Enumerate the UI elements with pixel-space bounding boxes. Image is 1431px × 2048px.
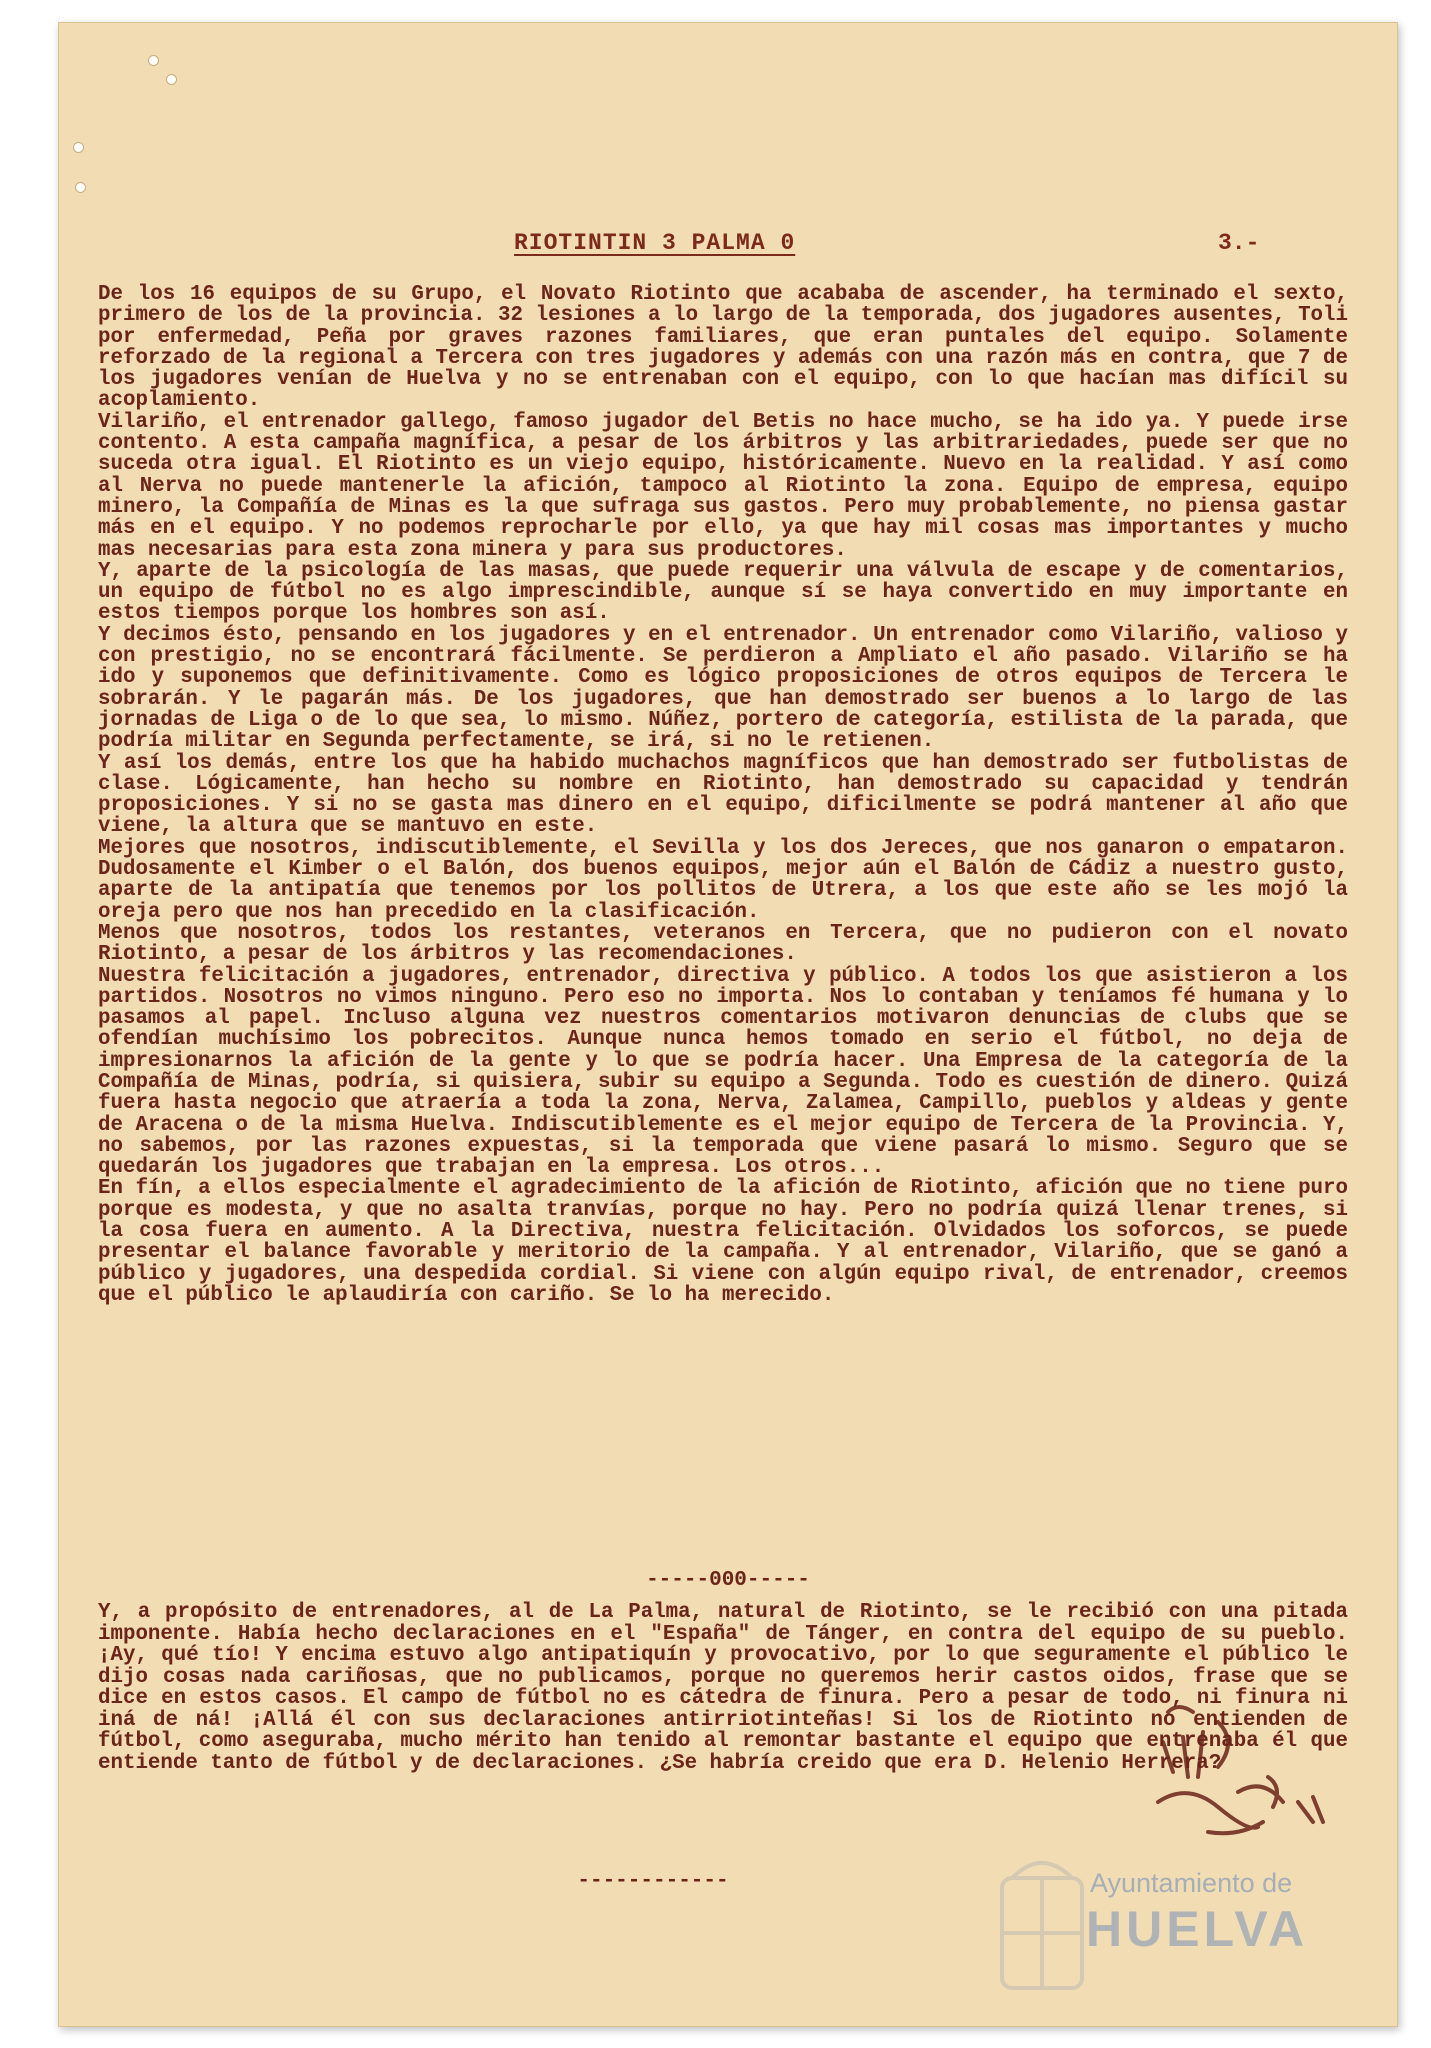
paragraph: En fín, a ellos especialmente el agradecimiento de la afición de Riotinto, afición que no tiene puro porque es modesta, y que no asalta tranvías, porque no hay. Pero no podría quizá llenar trenes, si la cosa fuera en aumento. A la Directiva, nuestra felicitación. Olvidados los soforcos, se puede presentar el balance favorable y meritorio de la campaña. Y al entrenador, Vilariño, que se ganó a público y jugadores, una despedida cordial. Si viene con algún equipo rival, de entrenador, creemos que el público le aplaudiría con cariño. Se lo ha merecido. [98, 1177, 1348, 1307]
paragraph: Y, aparte de la psicología de las masas, que puede requerir una válvula de escape y de comentarios, un equipo de fútbol no es algo imprescindible, aunque sí se haya convertido en muy importante en estos tiempos porque los hombres son así. [98, 559, 1348, 626]
closing-paragraph: Y, a propósito de entrenadores, al de La Palma, natural de Riotinto, se le recibió con una pitada imponente. Había hecho declaraciones en el "España" de Tánger, en contra del equipo de su pueblo. ¡Ay, qué tío! Y encima estuvo algo antipatiquín y provocativo, por lo que seguramente el público le dijo cosas nada cariñosas, que no publicamos, porque no queremos herir castos oidos, frase que se dice en estos casos. El campo de fútbol no es cátedra de finura. Pero a pesar de todo, ni finura ni iná de ná! ¡Allá él con sus declaraciones antirriotinteñas! Si los de Riotinto no entienden de fútbol, como aseguraba, mucho mérito han tenido al remontar bastante el equipo que entrenaba él que entiende tanto de fútbol y de declaraciones. ¿Se habría creido que era D. Helenio Herrera? [98, 1601, 1348, 1775]
punch-hole [75, 182, 86, 193]
watermark-city: HUELVA [1086, 1901, 1309, 1957]
punch-hole [166, 74, 177, 85]
article-title: RIOTINTIN 3 PALMA 0 [514, 230, 796, 256]
punch-hole [148, 55, 159, 66]
end-rule: ------------ [577, 1870, 729, 1893]
watermark-label: Ayuntamiento de [1090, 1868, 1293, 1898]
section-separator: -----000----- [646, 1569, 810, 1592]
page-header [58, 230, 1398, 270]
ink-stamp [1148, 1682, 1368, 1862]
paragraph: Y decimos ésto, pensando en los jugadores y en el entrenador. Un entrenador como Vilariño, valioso y con prestigio, no se encontrará fácilmente. Se perdieron a Ampliato el año pasado. Vilariño se ha ido y suponemos que definitivamente. Como es lógico proposiciones de otros equipos de Tercera le sobrarán. Y le pagarán más. De los jugadores, que han demostrado ser buenos a lo largo de las jornadas de Liga o de lo que sea, lo mismo. Núñez, portero de categoría, estilista de la parada, que podría militar en Segunda perfectamente, se irá, si no le retienen. [98, 623, 1348, 754]
paragraph: Nuestra felicitación a jugadores, entrenador, directiva y público. A todos los que asistieron a los partidos. Nosotros no vimos ninguno. Pero eso no importa. Nos lo contaban y teníamos fé humana y lo pasamos al papel. Incluso alguna vez nuestros comentarios motivaron denuncias de clubs que se ofendían muchísimo los pobrecitos. Aunque nunca hemos tomado en serio el fútbol, no deja de impresionarnos la afición de la gente y lo que se podría hacer. Una Empresa de la categoría de la Compañía de Minas, podría, si quisiera, subir su equipo a Segunda. Todo es cuestión de dinero. Quizá fuera hasta negocio que atraería a toda la zona, Nerva, Zalamea, Campillo, pueblos y aldeas y gente de Aracena o de la misma Huelva. Indiscutiblemente es el mejor equipo de Tercera de la Provincia. Y, no sabemos, por las razones expuestas, si la temporada que viene pasará lo mismo. Seguro que se quedarán los jugadores que trabajan en la empresa. Los otros... [98, 964, 1348, 1180]
paragraph: Mejores que nosotros, indiscutiblemente, el Sevilla y los dos Jereces, que nos ganaron o empataron. Dudosamente el Kimber o el Balón, dos buenos equipos, mejor aún el Balón de Cádiz a nuestro gusto, aparte de la antipatía que tenemos por los pollitos de Utrera, a los que este año se les mojó la oreja pero que nos han precedido en la clasificación. [98, 836, 1348, 924]
paragraph: De los 16 equipos de su Grupo, el Novato Riotinto que acababa de ascender, ha terminado el sexto, primero de los de la provincia. 32 lesiones a lo largo de la temporada, dos jugadores ausentes, Toli por enfermedad, Peña por graves razones familiares, que eran puntales del equipo. Solamente reforzado de la regional a Tercera con tres jugadores y además con una razón más en contra, que 7 de los jugadores venían de Huelva y no se entrenaban con el equipo, con lo que hacían mas difícil su acoplamiento. [98, 283, 1348, 413]
punch-hole [73, 142, 84, 153]
paragraph: Menos que nosotros, todos los restantes, veteranos en Tercera, que no pudieron con el novato Riotinto, a pesar de los árbitros y las recomendaciones. [98, 921, 1348, 967]
paragraph: Y así los demás, entre los que ha habido muchachos magníficos que han demostrado ser futbolistas de clase. Lógicamente, han hecho su nombre en Riotinto, han demostrado su capacidad y tendrán proposiciones. Y si no se gasta mas dinero en el equipo, dificilmente se podrá mantener al año que viene, la altura que se mantuvo en este. [98, 751, 1348, 839]
article-body [98, 284, 1348, 1306]
document-page [58, 22, 1398, 2027]
page-number: 3.- [1218, 230, 1260, 256]
paragraph: Vilariño, el entrenador gallego, famoso jugador del Betis no hace mucho, se ha ido ya. Y puede irse contento. A esta campaña magnífica, a pesar de los árbitros y las arbitrariedades, puede ser que no suceda otra igual. El Riotinto es un viejo equipo, históricamente. Nuevo en la realidad. Y así como al Nerva no puede mantenerle la afición, tampoco al Riotinto la zona. Equipo de empresa, equipo minero, la Compañía de Minas es la que sufraga sus gastos. Pero muy probablemente, no piensa gastar más en el equipo. Y no podemos reprocharle por ello, ya que hay mil cosas mas importantes y mucho mas necesarias para esta zona minera y para sus productores. [98, 410, 1348, 562]
